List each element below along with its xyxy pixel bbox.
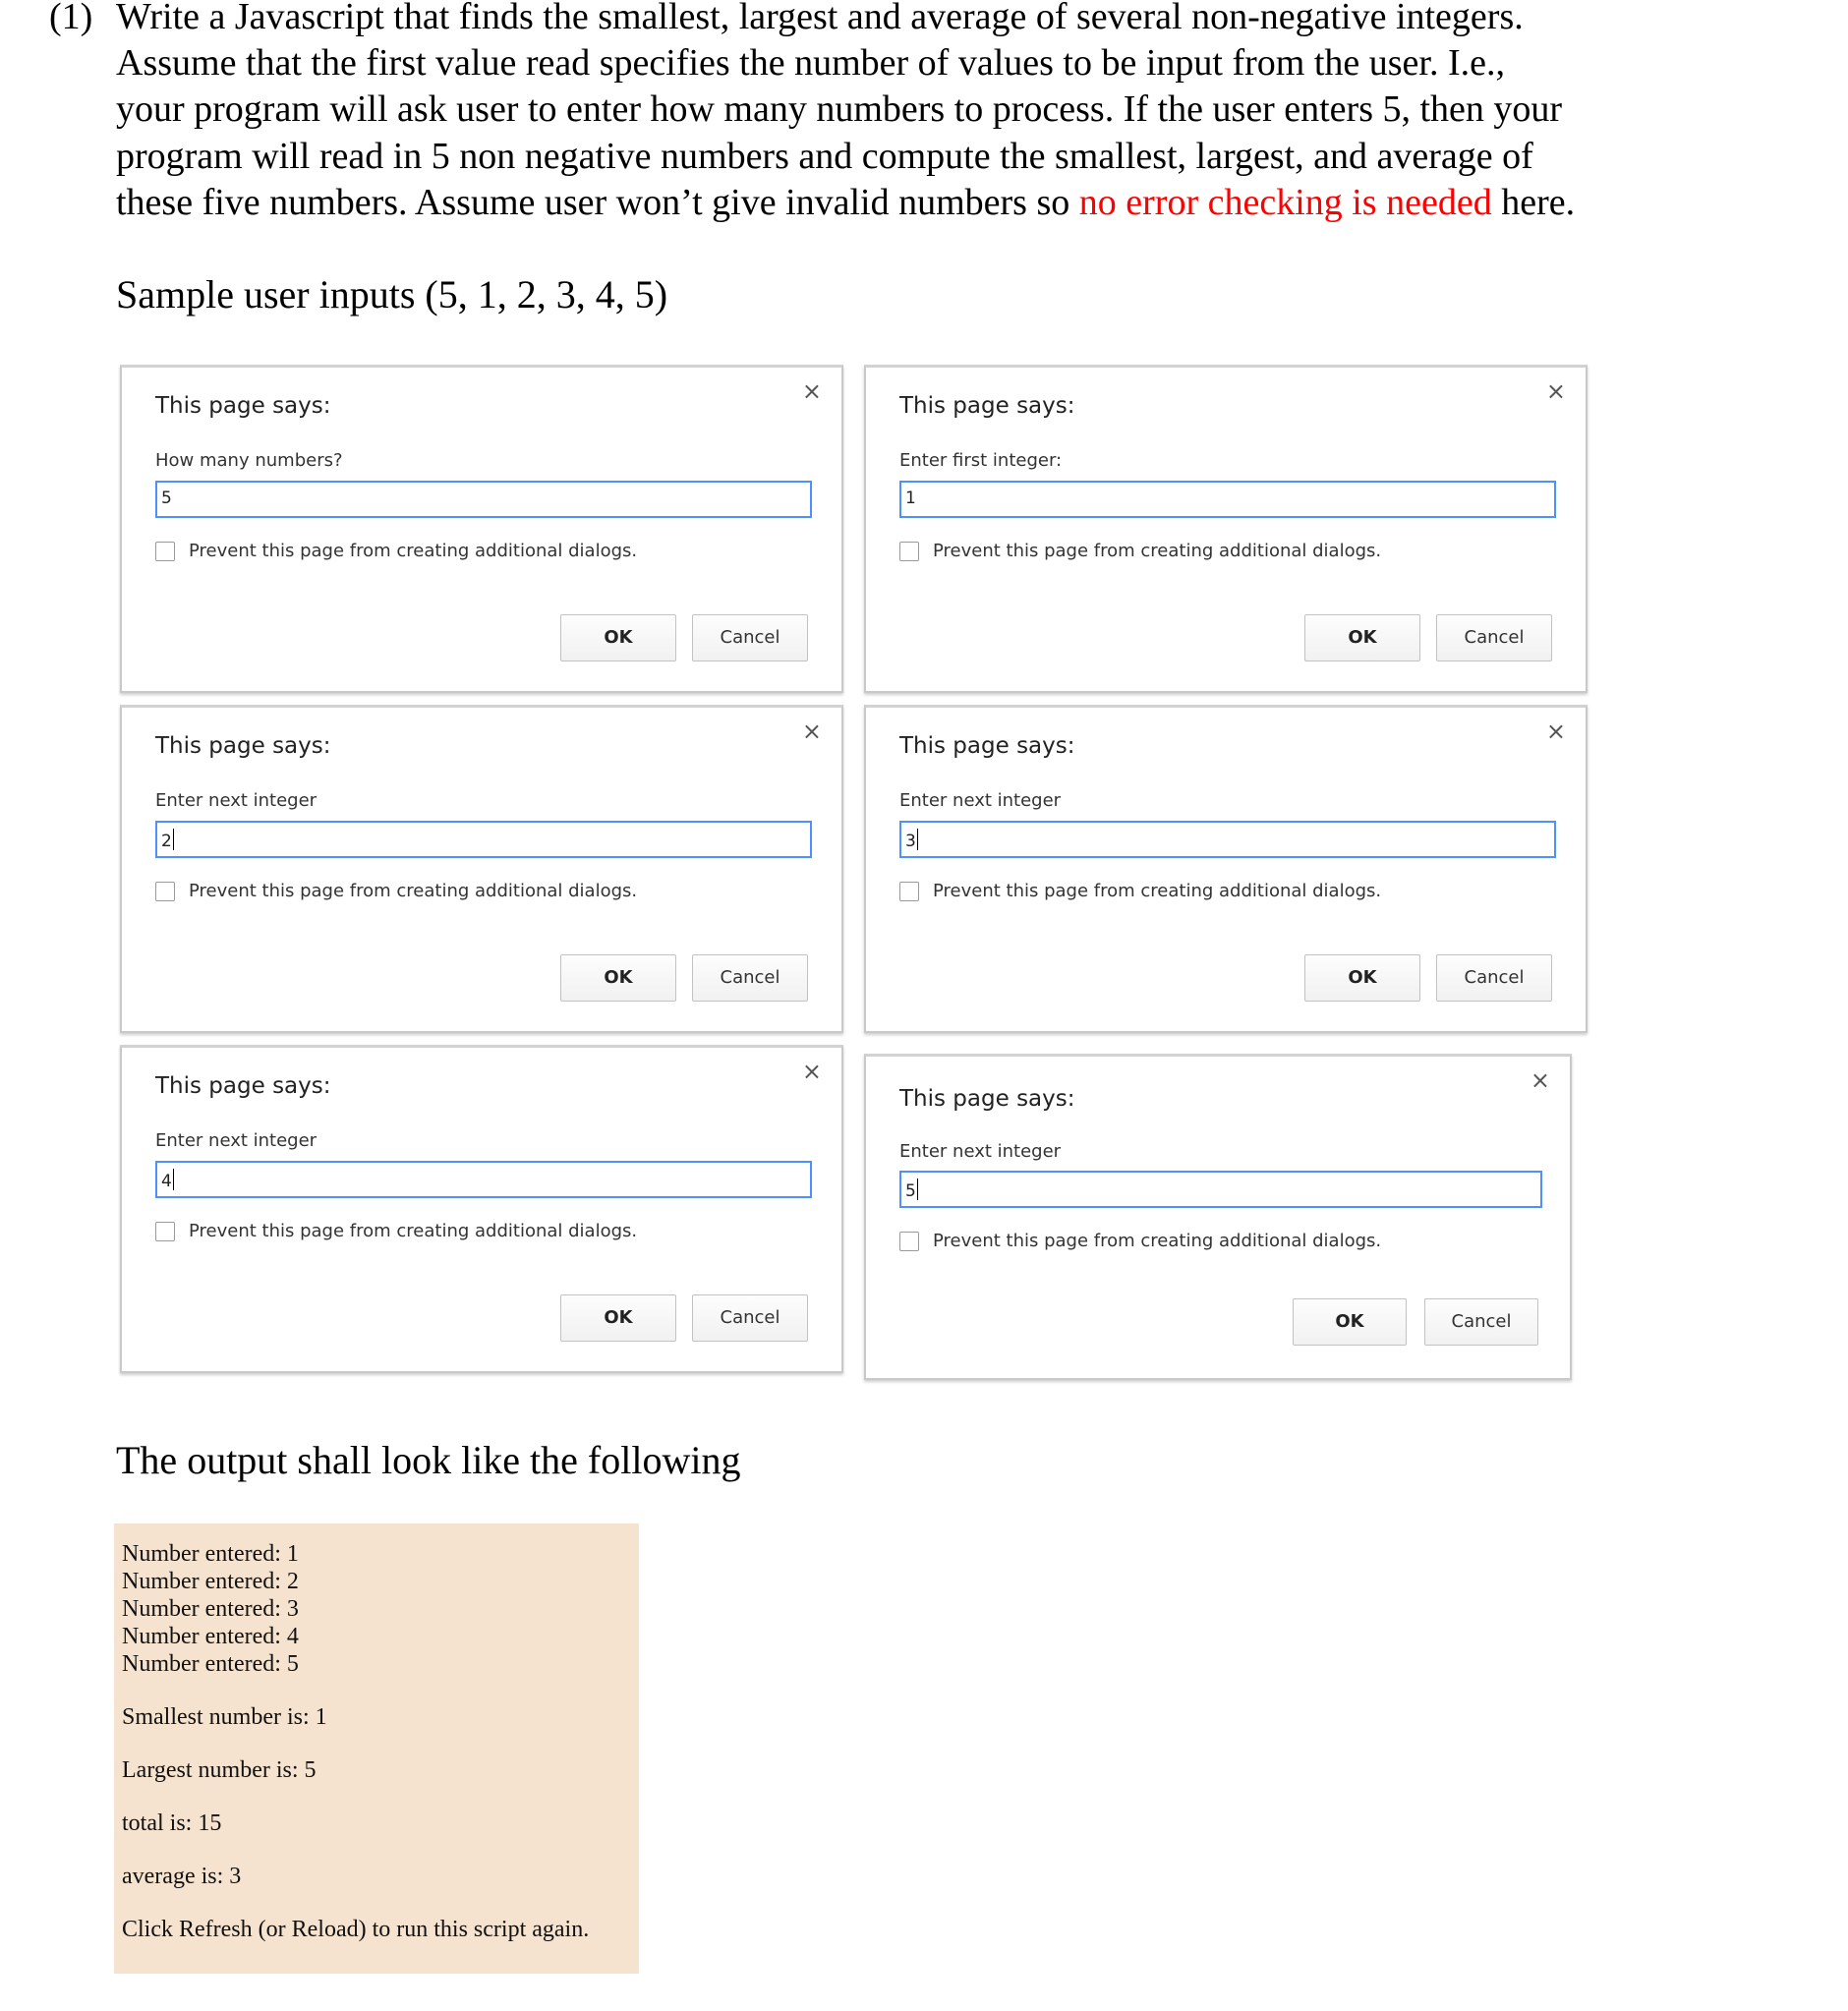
prompt-input-value: 5 — [161, 488, 172, 508]
close-icon[interactable]: × — [801, 1058, 822, 1085]
close-icon[interactable]: × — [1545, 377, 1566, 405]
prevent-dialogs-label: Prevent this page from creating additional dialogs. — [189, 1221, 638, 1241]
dialog-title: This page says: — [899, 733, 1075, 759]
cancel-button[interactable]: Cancel — [692, 1294, 808, 1342]
question-line: your program will ask user to enter how many numbers to process. If the user enters 5, then your — [116, 88, 1563, 131]
prompt-dialog-next-integer-2 — [120, 705, 843, 1033]
prevent-dialogs-label: Prevent this page from creating additional dialogs. — [933, 881, 1382, 901]
ok-button[interactable]: OK — [1304, 614, 1420, 661]
dialog-title: This page says: — [899, 1086, 1075, 1112]
prompt-dialog-how-many — [120, 365, 843, 693]
prevent-dialogs-label: Prevent this page from creating additional dialogs. — [189, 881, 638, 901]
prevent-dialogs-checkbox[interactable] — [155, 882, 175, 901]
cancel-button[interactable]: Cancel — [692, 954, 808, 1002]
output-heading: The output shall look like the following — [116, 1438, 741, 1482]
dialog-prompt: Enter next integer — [899, 790, 1062, 811]
prompt-input-value: 3 — [905, 832, 916, 851]
question-line: Write a Javascript that finds the smallest, largest and average of several non-negative integers. — [116, 0, 1524, 37]
prompt-input-value: 5 — [905, 1181, 916, 1201]
largest-result: Largest number is: 5 — [122, 1757, 317, 1783]
dialog-prompt: Enter next integer — [155, 1130, 318, 1151]
number-entered-line: Number entered: 1 — [122, 1541, 299, 1567]
average-result: average is: 3 — [122, 1864, 242, 1889]
prevent-dialogs-checkbox[interactable] — [155, 542, 175, 561]
text-caret — [917, 1178, 918, 1200]
prevent-dialogs-label: Prevent this page from creating additional dialogs. — [933, 1231, 1382, 1251]
ok-button[interactable]: OK — [560, 614, 676, 661]
prompt-input[interactable] — [155, 821, 812, 858]
close-icon[interactable]: × — [801, 718, 822, 745]
close-icon[interactable]: × — [1530, 1066, 1550, 1094]
prompt-dialog-next-integer-4 — [120, 1045, 843, 1373]
question-line-last-after: here. — [1491, 181, 1576, 223]
text-caret — [173, 829, 174, 850]
number-entered-line: Number entered: 2 — [122, 1569, 299, 1594]
ok-button[interactable]: OK — [1293, 1298, 1407, 1346]
ok-button[interactable]: OK — [560, 1294, 676, 1342]
ok-button[interactable]: OK — [560, 954, 676, 1002]
dialog-title: This page says: — [155, 393, 331, 419]
cancel-button[interactable]: Cancel — [1424, 1298, 1538, 1346]
question-number: (1) — [49, 0, 93, 37]
prevent-dialogs-checkbox[interactable] — [899, 542, 919, 561]
prompt-dialog-next-integer-3 — [864, 705, 1588, 1033]
prompt-input-value: 1 — [905, 488, 916, 508]
number-entered-line: Number entered: 5 — [122, 1651, 299, 1677]
output-box — [114, 1523, 639, 1974]
prompt-dialog-first-integer — [864, 365, 1588, 693]
dialog-title: This page says: — [155, 1073, 331, 1099]
dialog-prompt: Enter next integer — [899, 1141, 1062, 1162]
cancel-button[interactable]: Cancel — [692, 614, 808, 661]
question-line: Assume that the first value read specifies the number of values to be input from the user. I.e., — [116, 42, 1505, 85]
question-line-last — [116, 180, 1787, 226]
number-entered-line: Number entered: 3 — [122, 1596, 299, 1622]
prevent-dialogs-label: Prevent this page from creating additional dialogs. — [189, 541, 638, 561]
dialog-prompt: Enter first integer: — [899, 450, 1063, 471]
total-result: total is: 15 — [122, 1810, 222, 1836]
prompt-input[interactable] — [155, 481, 812, 518]
dialog-title: This page says: — [899, 393, 1075, 419]
prevent-dialogs-checkbox[interactable] — [155, 1222, 175, 1241]
text-caret — [173, 1169, 174, 1190]
dialog-title: This page says: — [155, 733, 331, 759]
dialog-prompt: Enter next integer — [155, 790, 318, 811]
close-icon[interactable]: × — [801, 377, 822, 405]
prompt-input-value: 2 — [161, 832, 172, 851]
prompt-input[interactable] — [155, 1161, 812, 1198]
sample-inputs-heading: Sample user inputs (5, 1, 2, 3, 4, 5) — [116, 272, 668, 316]
cancel-button[interactable]: Cancel — [1436, 954, 1552, 1002]
prevent-dialogs-checkbox[interactable] — [899, 1232, 919, 1251]
question-line: program will read in 5 non negative numbers and compute the smallest, largest, and average of — [116, 135, 1533, 177]
prevent-dialogs-checkbox[interactable] — [899, 882, 919, 901]
dialog-prompt: How many numbers? — [155, 450, 343, 471]
question-text — [116, 0, 1787, 226]
prompt-dialog-next-integer-5 — [864, 1054, 1572, 1380]
refresh-instruction: Click Refresh (or Reload) to run this script again. — [122, 1917, 590, 1942]
ok-button[interactable]: OK — [1304, 954, 1420, 1002]
prompt-input[interactable] — [899, 1171, 1542, 1208]
text-caret — [917, 829, 918, 850]
cancel-button[interactable]: Cancel — [1436, 614, 1552, 661]
prompt-input[interactable] — [899, 821, 1556, 858]
prompt-input-value: 4 — [161, 1172, 172, 1191]
question-line-last-before: these five numbers. Assume user won’t give invalid numbers so — [116, 181, 1079, 223]
smallest-result: Smallest number is: 1 — [122, 1704, 327, 1730]
highlighted-requirement: no error checking is needed — [1078, 181, 1492, 223]
prompt-input[interactable] — [899, 481, 1556, 518]
prevent-dialogs-label: Prevent this page from creating additional dialogs. — [933, 541, 1382, 561]
close-icon[interactable]: × — [1545, 718, 1566, 745]
number-entered-line: Number entered: 4 — [122, 1624, 299, 1649]
